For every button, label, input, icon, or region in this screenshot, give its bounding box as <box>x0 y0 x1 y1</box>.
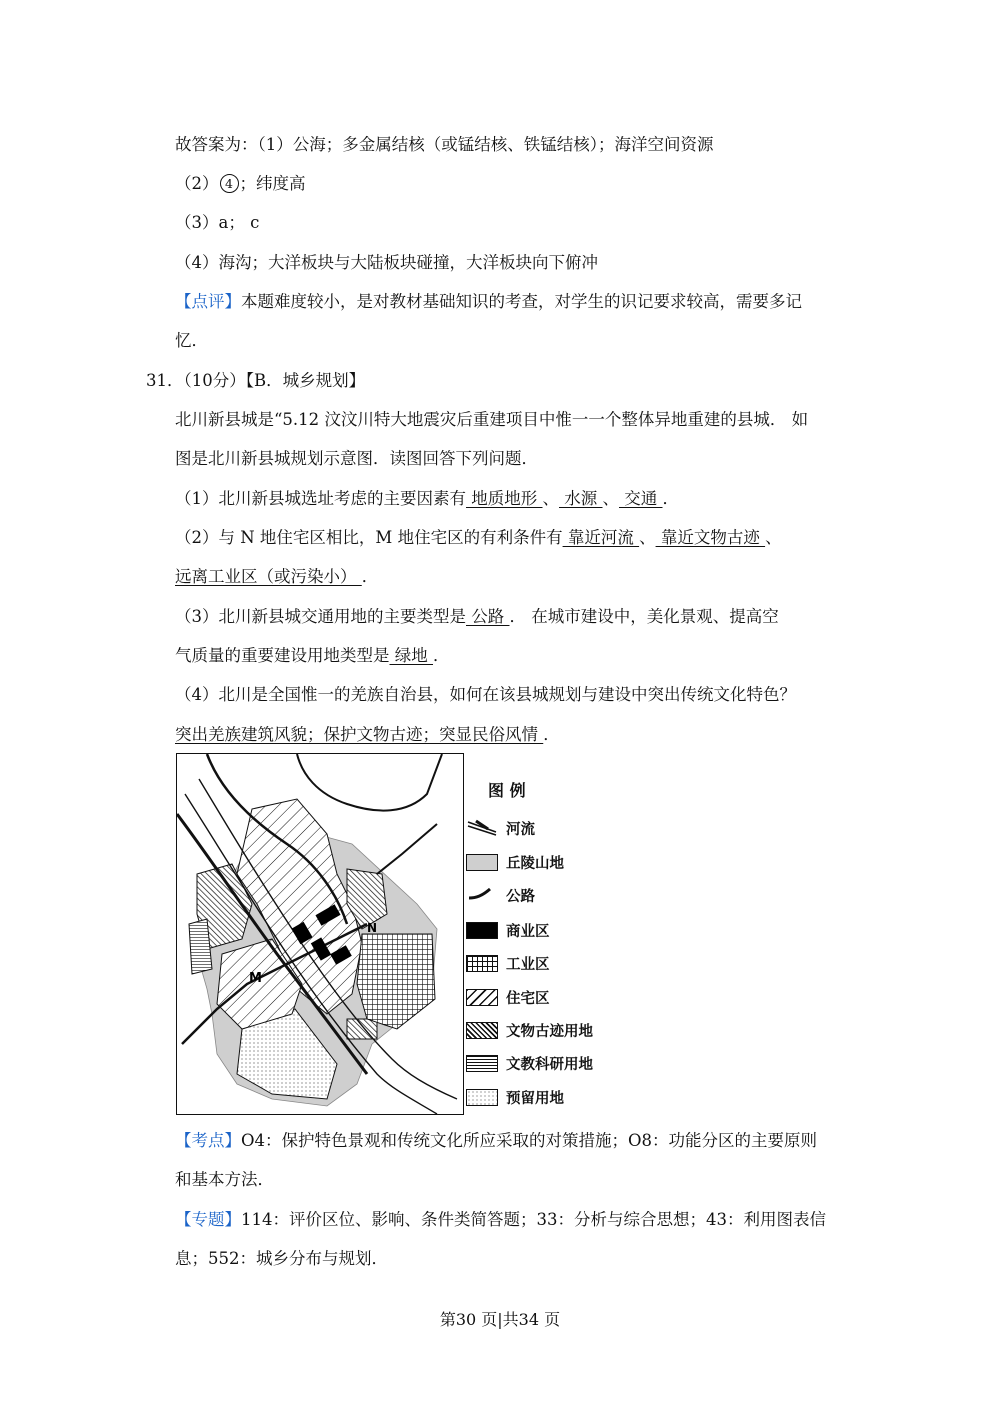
q2-sep-1: 、 <box>639 528 656 547</box>
label-m: M <box>249 971 262 986</box>
legend-title: 图 例 <box>488 781 526 800</box>
legend-label-hills: 丘陵山地 <box>506 856 564 872</box>
q2-answer-2: 靠近文物古迹 <box>655 528 766 547</box>
industrial-area <box>357 934 435 1029</box>
review-line-2 <box>175 327 208 351</box>
sub-question-4 <box>175 681 796 705</box>
legend-label-reserved: 预留用地 <box>506 1091 564 1107</box>
q2-sep-2: 、 <box>765 528 782 547</box>
sub-question-2-cont <box>175 563 378 587</box>
q3-prompt: （3）北川新县城交通用地的主要类型是 <box>175 607 466 626</box>
q3-mid: ． 在城市建设中，美化景观、提高空 <box>509 607 779 626</box>
sub-question-4-answer <box>175 721 560 745</box>
kaodian-text-1: O4：保护特色景观和传统文化所应采取的对策措施；O8：功能分区的主要原则 <box>241 1131 818 1150</box>
q1-sep-1: 、 <box>542 489 559 508</box>
heritage-swatch <box>466 1022 498 1039</box>
q1-prompt: （1）北川新县城选址考虑的主要因素有 <box>175 489 466 508</box>
sub-question-3-cont <box>175 642 450 666</box>
q1-answer-1: 地质地形 <box>466 489 543 508</box>
review-tag: 【点评】 <box>175 292 241 311</box>
circled-number: 4 <box>220 174 239 193</box>
q4-prompt: （4）北川是全国惟一的羌族自治县，如何在该县城规划与建设中突出传统文化特色？ <box>175 685 796 704</box>
zhuanti-line-2 <box>175 1245 388 1269</box>
kaodian-line-1 <box>175 1127 817 1151</box>
zhuanti-text-2: 息；552：城乡分布与规划． <box>175 1249 388 1268</box>
answer-intro: 故答案为：（1）公海；多金属结核（或锰结核、铁锰结核）；海洋空间资源 <box>175 135 714 154</box>
sub-question-1 <box>175 485 679 509</box>
intro-text-1: 北川新县城是“5.12 汶汶川特大地震灾后重建项目中惟一一个整体异地重建的县城． 如 <box>175 410 809 429</box>
kaodian-tag: 【考点】 <box>175 1131 241 1150</box>
q4-end: ． <box>543 725 560 744</box>
planning-map <box>176 753 464 1115</box>
q2-prompt: （2）与 N 地住宅区相比，M 地住宅区的有利条件有 <box>175 528 563 547</box>
answer-line-1 <box>175 131 714 155</box>
intro-line-1 <box>175 406 808 430</box>
question-31-title: 31．（10分）【B．城乡规划】 <box>146 371 366 390</box>
review-text-1: 本题难度较小，是对教材基础知识的考查，对学生的识记要求较高，需要多记 <box>241 292 802 311</box>
commercial-swatch <box>466 922 498 939</box>
question-31-heading <box>146 367 365 391</box>
review-text-2: 忆． <box>175 331 208 350</box>
reserved-swatch <box>466 1089 498 1106</box>
q1-answer-2: 水源 <box>559 489 603 508</box>
map-drawing <box>177 754 463 1114</box>
kaodian-line-2 <box>175 1166 274 1190</box>
road-east <box>297 754 442 811</box>
q1-end: ． <box>662 489 679 508</box>
label-n: N <box>367 921 378 935</box>
q3-end: ． <box>433 646 450 665</box>
zhuanti-tag: 【专题】 <box>175 1210 241 1229</box>
legend-label-commercial: 商业区 <box>506 924 550 940</box>
q3-answer-2: 绿地 <box>389 646 433 665</box>
sub-question-2 <box>175 524 782 548</box>
q3-prompt-2: 气质量的重要建设用地类型是 <box>175 646 390 665</box>
road-spur <box>377 824 437 874</box>
heritage-south <box>347 1019 377 1039</box>
river-icon <box>466 818 498 836</box>
legend-label-residential: 住宅区 <box>506 991 550 1007</box>
legend-label-river: 河流 <box>506 822 535 838</box>
zhuanti-text-1: 114：评价区位、影响、条件类简答题；33：分析与综合思想；43：利用图表信 <box>241 1210 826 1229</box>
answer-line-3 <box>175 209 259 233</box>
answer-line-4 <box>175 249 598 273</box>
q2-end: ． <box>361 567 379 586</box>
industrial-swatch <box>466 955 498 972</box>
q3-answer-1: 公路 <box>466 607 510 626</box>
answer2-suffix: ；纬度高 <box>239 174 306 193</box>
education-swatch <box>466 1055 498 1072</box>
legend-label-industrial: 工业区 <box>506 957 550 973</box>
intro-line-2 <box>175 445 538 469</box>
legend-label-education: 文教科研用地 <box>506 1057 593 1073</box>
legend-label-road: 公路 <box>506 889 535 905</box>
q1-sep-2: 、 <box>602 489 619 508</box>
road-icon <box>466 886 498 904</box>
residential-swatch <box>466 989 498 1006</box>
kaodian-text-2: 和基本方法． <box>175 1170 274 1189</box>
intro-text-2: 图是北川新县城规划示意图．读图回答下列问题． <box>175 449 538 468</box>
sub-question-3 <box>175 603 779 627</box>
answer2-prefix: （2） <box>175 174 219 193</box>
zhuanti-line-1 <box>175 1206 826 1230</box>
answer3-text: （3）a； c <box>175 213 260 232</box>
q4-answer: 突出羌族建筑风貌；保护文物古迹；突显民俗风情 <box>175 725 544 744</box>
q2-answer-1: 靠近河流 <box>562 528 640 547</box>
legend-label-heritage: 文物古迹用地 <box>506 1024 593 1040</box>
page-footer: 第30 页|共34 页 <box>439 1310 561 1329</box>
answer4-text: （4）海沟；大洋板块与大陆板块碰撞，大洋板块向下俯冲 <box>175 253 598 272</box>
review-line-1 <box>175 288 802 312</box>
map-legend <box>462 753 632 1115</box>
q1-answer-3: 交通 <box>619 489 663 508</box>
answer-line-2 <box>175 170 306 194</box>
hills-swatch <box>466 854 498 871</box>
q2-answer-3: 远离工业区（或污染小） <box>175 567 362 586</box>
